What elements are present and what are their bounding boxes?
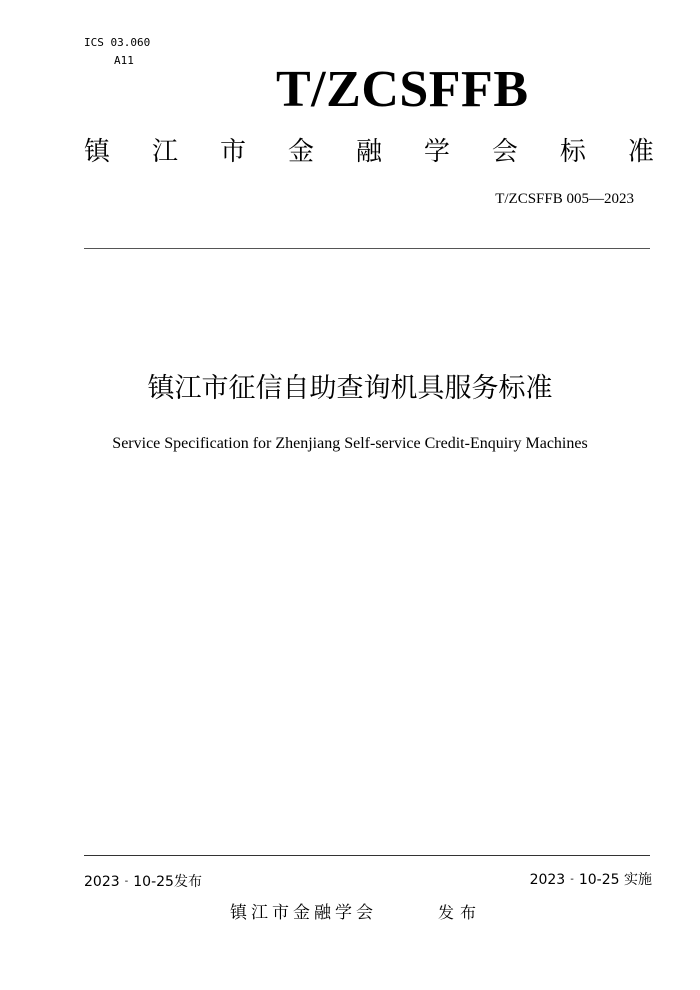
implement-label: 实施	[624, 872, 652, 888]
document-title-english: Service Specification for Zhenjiang Self-service Credit-Enquiry Machines	[112, 435, 588, 452]
header-divider	[84, 248, 650, 249]
heading-char: 市	[219, 137, 246, 167]
publish-date: 2023 - 10-25发布	[84, 874, 202, 890]
heading-char: 镇	[84, 137, 111, 167]
heading-char: 学	[423, 137, 450, 167]
publish-month: 10	[133, 874, 152, 890]
heading-char: 金	[287, 137, 314, 167]
implement-day: 25	[601, 872, 620, 888]
publish-year: 2023	[84, 874, 120, 890]
publish-label: 发布	[173, 874, 202, 890]
org-standard-heading	[84, 135, 654, 169]
implement-year: 2023	[529, 872, 566, 888]
standard-number: T/ZCSFFB 005—2023	[495, 191, 634, 207]
footer-divider	[84, 855, 650, 856]
issuing-organization: 镇江市金融学会	[230, 903, 377, 923]
implement-month: 10	[578, 872, 597, 888]
heading-char: 准	[627, 137, 654, 167]
heading-char: 会	[491, 137, 518, 167]
document-title-chinese: 镇江市征信自助查询机具服务标准	[147, 373, 553, 404]
implement-date: 2023 - 10-25 实施	[529, 872, 652, 888]
ics-code: ICS 03.060	[84, 36, 151, 49]
issue-label: 发布	[438, 903, 483, 922]
publish-day: 25	[156, 874, 174, 890]
heading-char: 标	[559, 137, 586, 167]
standard-logo: T/ZCSFFB	[276, 61, 529, 118]
heading-char: 江	[151, 137, 178, 167]
classification-code: A11	[114, 54, 134, 67]
heading-char: 融	[355, 137, 382, 167]
